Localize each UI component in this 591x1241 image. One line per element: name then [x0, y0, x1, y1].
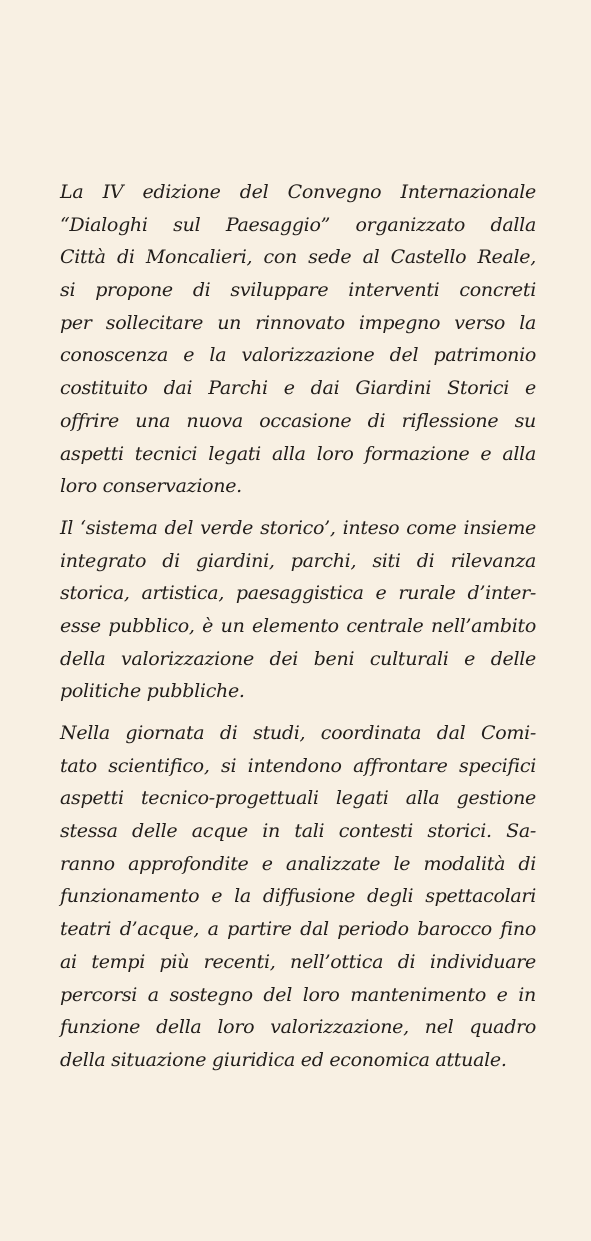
- text-line: “Dialoghi sul Paesaggio” organizzato dalla: [60, 213, 536, 236]
- text-line: ai tempi più recenti, nell’ottica di individuare: [60, 950, 536, 973]
- text-line: tato scientifico, si intendono affrontare specifici: [60, 754, 536, 777]
- text-line: funzionamento e la diffusione degli spettacolari: [60, 885, 536, 908]
- text-line: Città di Moncalieri, con sede al Castello Reale,: [60, 246, 536, 269]
- text-line: costituito dai Parchi e dai Giardini Storici e: [60, 377, 536, 400]
- text-line: aspetti tecnici legati alla loro formazione e alla: [60, 442, 536, 465]
- text-line: della situazione giuridica ed economica attuale.: [60, 1048, 507, 1071]
- paragraph-gap: [60, 708, 536, 717]
- text-line: percorsi a sostegno del loro mantenimento e in: [60, 983, 536, 1006]
- text-line: storica, artistica, paesaggistica e rurale d’inter-: [60, 582, 536, 605]
- paragraph-giornata-studi: [60, 717, 536, 1077]
- text-line: esse pubblico, è un elemento centrale nell’ambito: [60, 614, 536, 637]
- text-line: politiche pubbliche.: [60, 680, 245, 703]
- text-line: ranno approfondite e analizzate le modalità di: [60, 852, 536, 875]
- text-line: La IV edizione del Convegno Internazionale: [60, 181, 536, 203]
- document-page: [60, 176, 536, 1077]
- text-line: stessa delle acque in tali contesti storici. Sa-: [60, 820, 536, 843]
- text-line: funzione della loro valorizzazione, nel quadro: [60, 1016, 536, 1039]
- text-line: della valorizzazione dei beni culturali e delle: [60, 647, 536, 670]
- text-line: aspetti tecnico-progettuali legati alla gestione: [60, 787, 536, 810]
- text-line: Nella giornata di studi, coordinata dal Comi-: [60, 722, 536, 744]
- text-line: teatri d’acque, a partire dal periodo barocco fino: [60, 918, 536, 941]
- text-line: conoscenza e la valorizzazione del patrimonio: [60, 344, 536, 367]
- text-line: integrato di giardini, parchi, siti di rilevanza: [60, 549, 536, 572]
- paragraph-verde-storico: [60, 512, 536, 708]
- text-line: offrire una nuova occasione di riflessione su: [60, 409, 536, 432]
- paragraph-gap: [60, 503, 536, 512]
- text-line: Il ‘sistema del verde storico’, inteso come insieme: [60, 516, 536, 539]
- text-line: per sollecitare un rinnovato impegno verso la: [60, 311, 536, 334]
- text-line: si propone di sviluppare interventi concreti: [60, 279, 536, 302]
- paragraph-intro: [60, 176, 536, 503]
- text-line: loro conservazione.: [60, 475, 242, 498]
